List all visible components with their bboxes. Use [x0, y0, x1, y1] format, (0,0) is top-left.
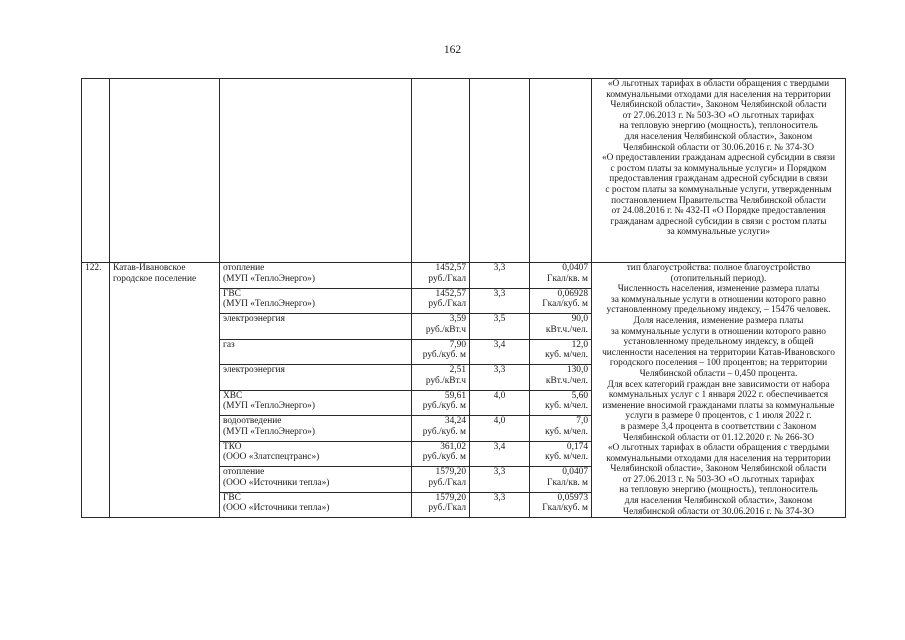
text-line	[223, 376, 408, 387]
text-line: за коммунальные услуги в отношении которого равно	[610, 326, 826, 337]
text-line: куб. м/чел.	[545, 452, 588, 463]
service-name	[220, 416, 412, 442]
text-line: 0,174	[566, 441, 588, 452]
text-line: 1579,20	[435, 467, 466, 478]
num-cell	[82, 79, 110, 263]
percent-value: 3,4	[470, 441, 530, 467]
volume-value	[530, 416, 592, 442]
tariff-value	[412, 263, 470, 289]
text-line: 34,24	[444, 416, 466, 427]
percent-value: 3,3	[470, 365, 530, 391]
text-line: с ростом платы за коммунальные услуги, утвержденным	[605, 184, 832, 195]
text-line: (МУП «ТеплоЭнерго»)	[223, 299, 315, 310]
percent-cell	[470, 79, 530, 263]
tariff-value	[412, 390, 470, 416]
text-line: газ	[223, 339, 235, 350]
percent-value: 4,0	[470, 416, 530, 442]
text-line: кВт.ч./чел.	[545, 324, 588, 335]
text-line: 5,60	[571, 390, 588, 401]
entry-number: 122.	[82, 263, 110, 518]
tariff-value	[412, 441, 470, 467]
text-line: 1452,57	[435, 288, 466, 299]
text-line: отопление	[223, 263, 265, 273]
text-line: от 27.06.2013 г. № 503-ЗО «О льготных тарифах	[622, 110, 815, 121]
text-line: ГВС	[223, 288, 241, 299]
text-line: установленному предельному индексу, – 15476 человек.	[606, 305, 831, 316]
text-line: Для всех категорий граждан вне зависимости от набора	[607, 379, 830, 390]
text-line: Челябинской области – 0,450 процента.	[639, 368, 798, 379]
text-line: услуги в размере 0 процентов, с 1 июля 2022 г.	[625, 411, 812, 422]
text-line: куб. м/чел.	[545, 426, 588, 437]
service-name	[220, 492, 412, 518]
volume-value	[530, 441, 592, 467]
text-line: Гкал/кв. м	[547, 477, 588, 488]
text-line: 12,0	[571, 339, 588, 350]
text-line: с ростом платы за коммунальные услуги» и Порядком	[610, 163, 827, 174]
percent-value: 3,4	[470, 339, 530, 365]
text-line: 0,0407	[562, 263, 588, 273]
tariff-cell	[412, 79, 470, 263]
tariff-value	[412, 288, 470, 314]
text-line: «О льготных тарифах в области обращения с твердыми	[607, 443, 830, 454]
text-line: 1579,20	[435, 492, 466, 503]
municipality-name	[110, 263, 220, 518]
text-line: ХВС	[223, 390, 243, 401]
text-line: от 24.08.2016 г. № 432-П «О Порядке предоставления	[611, 206, 826, 217]
tariff-table	[81, 78, 846, 518]
service-name	[220, 314, 412, 340]
text-line: «О льготных тарифах в области обращения с твердыми	[607, 79, 830, 89]
text-line: постановлением Правительства Челябинской области	[611, 195, 826, 206]
volume-value	[530, 390, 592, 416]
tariff-value	[412, 314, 470, 340]
text-line: за коммунальные услуги»	[666, 227, 771, 238]
text-line: 361,02	[440, 441, 466, 452]
text-line: тип благоустройства: полное благоустройство	[626, 263, 811, 273]
text-line: электроэнергия	[223, 365, 285, 376]
text-line: ТКО	[223, 441, 242, 452]
service-name	[220, 467, 412, 493]
volume-value	[530, 365, 592, 391]
text-line: руб./куб. м	[422, 401, 466, 412]
text-line: Доля населения, изменение размера платы	[633, 315, 804, 326]
text-line: городского поселения – 100 процентов; на территории	[609, 358, 828, 369]
text-line: для населения Челябинской области», Законом	[624, 131, 813, 142]
text-line: руб./кВт.ч	[425, 324, 466, 335]
service-name	[220, 365, 412, 391]
text-line: кВт.ч./чел.	[545, 375, 588, 386]
tariff-value	[412, 416, 470, 442]
tariff-value	[412, 339, 470, 365]
text-line: на тепловую энергию (мощность), теплоноситель	[619, 485, 818, 496]
text-line: 3,59	[449, 314, 466, 325]
text-line: для населения Челябинской области», Законом	[624, 496, 813, 507]
service-name	[220, 263, 412, 289]
service-row	[82, 263, 846, 289]
volume-value	[530, 492, 592, 518]
tariff-value	[412, 467, 470, 493]
continuation-row	[82, 79, 846, 263]
entry-note	[592, 263, 846, 518]
text-line: руб./Гкал	[428, 477, 466, 488]
text-line: (ООО «Источники тепла»)	[223, 477, 330, 488]
text-line: коммунальными отходами для населения на территории	[606, 89, 831, 100]
note-cell	[592, 79, 846, 263]
text-line: руб./куб. м	[422, 426, 466, 437]
text-line: руб./куб. м	[422, 452, 466, 463]
text-line: Гкал/кв. м	[547, 273, 588, 284]
text-line: городское поселение	[113, 273, 197, 284]
text-line: руб./кВт.ч	[425, 375, 466, 386]
text-line: Челябинской области от 01.12.2020 г. № 266-ЗО	[623, 432, 814, 443]
municipality-cell	[110, 79, 220, 263]
volume-value	[530, 314, 592, 340]
text-line: 7,90	[449, 339, 466, 350]
volume-value	[530, 263, 592, 289]
text-line: «О предоставлении гражданам адресной субсидии в связи	[601, 153, 836, 164]
text-line: руб./Гкал	[428, 503, 466, 514]
tariff-value	[412, 492, 470, 518]
text-line	[223, 325, 408, 336]
text-line: руб./Гкал	[428, 299, 466, 310]
text-line: от 27.06.2013 г. № 503-ЗО «О льготных тарифах	[622, 474, 815, 485]
service-name	[220, 339, 412, 365]
text-line: 7,0	[576, 416, 588, 427]
text-line: Челябинской области», Законом Челябинской области	[610, 100, 827, 111]
volume-value	[530, 288, 592, 314]
text-line: куб. м/чел.	[545, 350, 588, 361]
text-line: 0,0407	[562, 467, 588, 478]
text-line: водоотведение	[223, 416, 282, 427]
text-line: (МУП «ТеплоЭнерго»)	[223, 426, 315, 437]
text-line: коммунальными отходами для населения на территории	[606, 453, 831, 464]
text-line: на тепловую энергию (мощность), теплоноситель	[619, 121, 818, 132]
text-line: (ООО «Златспецтранс»)	[223, 452, 320, 463]
text-line: руб./куб. м	[422, 350, 466, 361]
percent-value: 3,3	[470, 467, 530, 493]
text-line: куб. м/чел.	[545, 401, 588, 412]
tariff-value	[412, 365, 470, 391]
text-line: Численность населения, изменение размера платы	[617, 284, 820, 295]
text-line: ГВС	[223, 492, 241, 503]
text-line: (МУП «ТеплоЭнерго»)	[223, 401, 315, 412]
text-line: 130,0	[566, 365, 588, 376]
text-line: Челябинской области от 30.06.2016 г. № 374-ЗО	[623, 506, 814, 517]
text-line: 59,61	[444, 390, 466, 401]
text-line: установленному предельному индексу, в общей	[623, 337, 814, 348]
text-line: электроэнергия	[223, 314, 285, 325]
text-line: предоставления гражданам адресной субсидии в связи	[609, 174, 828, 185]
text-line: Челябинской области от 30.06.2016 г. № 374-ЗО	[623, 142, 814, 153]
text-line: 2,51	[449, 365, 466, 376]
volume-value	[530, 339, 592, 365]
text-line: численности населения на территории Катав-Ивановского	[602, 347, 835, 358]
percent-value: 3,3	[470, 263, 530, 289]
text-line: 1452,57	[435, 263, 466, 273]
text-line: (отопительный период).	[670, 273, 767, 284]
text-line: (МУП «ТеплоЭнерго»)	[223, 273, 315, 284]
text-line: в размере 3,4 процента в соответствии с Законом	[620, 421, 817, 432]
page-number: 162	[443, 44, 462, 56]
service-name	[220, 441, 412, 467]
text-line: гражданам адресной субсидии в связи с ростом платы	[610, 216, 827, 227]
text-line: (ООО «Источники тепла»)	[223, 503, 330, 514]
percent-value: 4,0	[470, 390, 530, 416]
text-line: Катав-Ивановское	[113, 263, 186, 273]
text-line: Гкал/куб. м	[542, 503, 588, 514]
text-line: 0,05973	[557, 492, 588, 503]
text-line: Челябинской области», Законом Челябинской области	[610, 464, 827, 475]
text-line: за коммунальные услуги в отношении которого равно	[610, 294, 826, 305]
percent-value: 3,5	[470, 314, 530, 340]
text-line: отопление	[223, 467, 265, 478]
percent-value: 3,3	[470, 288, 530, 314]
service-name	[220, 390, 412, 416]
volume-value	[530, 467, 592, 493]
text-line: Гкал/куб. м	[542, 299, 588, 310]
text-line: изменение вносимой гражданами платы за коммунальные	[602, 400, 835, 411]
text-line: 0,06928	[557, 288, 588, 299]
service-cell	[220, 79, 412, 263]
percent-value: 3,3	[470, 492, 530, 518]
service-name	[220, 288, 412, 314]
volume-cell	[530, 79, 592, 263]
text-line: коммунальных услуг с 1 января 2022 г. обеспечивается	[608, 390, 829, 401]
text-line: 90,0	[571, 314, 588, 325]
text-line	[223, 350, 408, 361]
text-line: руб./Гкал	[428, 273, 466, 284]
